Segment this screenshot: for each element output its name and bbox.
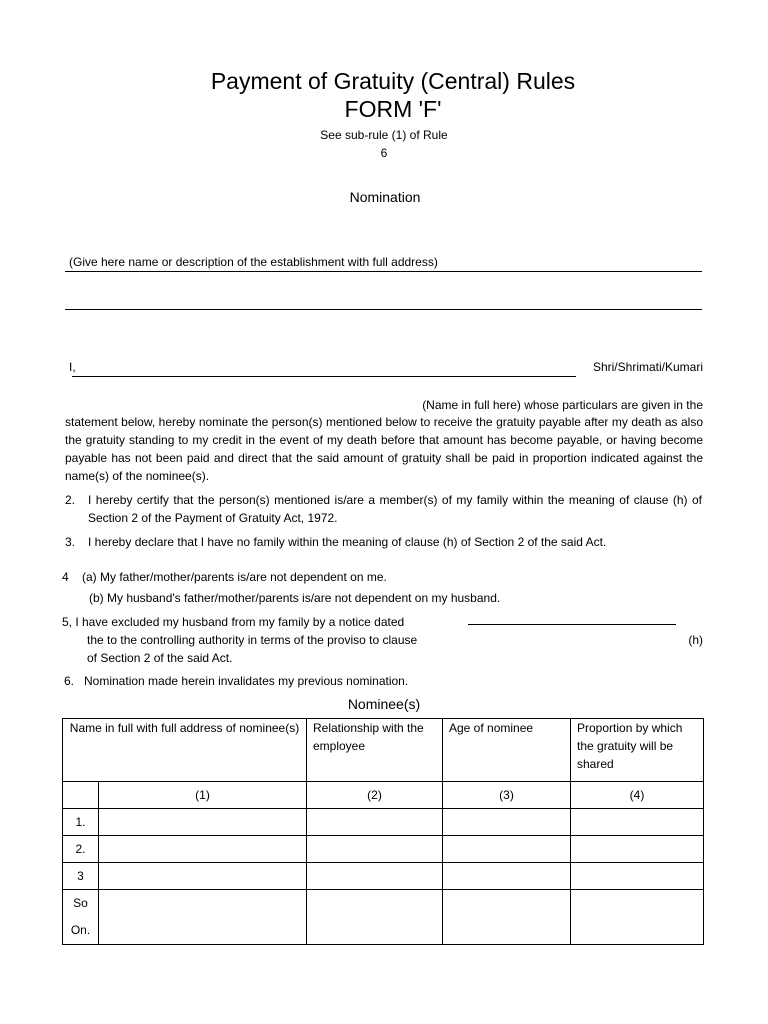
item-5-line-1: 5, I have excluded my husband from my family by a notice dated xyxy=(62,615,405,629)
col-header-relationship: Relationship with the employee xyxy=(307,719,443,782)
rule-number: 6 xyxy=(380,146,388,160)
row-number: 2. xyxy=(63,836,99,863)
so-label: So xyxy=(73,896,88,910)
nominee-name-cell[interactable] xyxy=(99,890,307,945)
item-3-text: I hereby declare that I have no family within the meaning of clause (h) of Section 2 of the said Act. xyxy=(88,535,607,549)
item-2-number: 2. xyxy=(65,493,76,507)
item-4b: (b) My husband's father/mother/parents is/are not dependent on my husband. xyxy=(89,591,501,605)
proportion-cell[interactable] xyxy=(571,809,704,836)
on-label: On. xyxy=(70,923,91,937)
item-5-line-2: the to the controlling authority in terms of the proviso to clause xyxy=(87,633,418,647)
nomination-heading: Nomination xyxy=(349,189,421,205)
establishment-line-1[interactable] xyxy=(65,271,702,272)
proportion-cell[interactable] xyxy=(571,890,704,945)
relationship-cell[interactable] xyxy=(307,890,443,945)
age-cell[interactable] xyxy=(443,863,571,890)
nominee-name-cell[interactable] xyxy=(99,836,307,863)
relationship-cell[interactable] xyxy=(307,809,443,836)
name-hint: (Name in full here) whose particulars are given in the xyxy=(422,398,703,412)
establishment-line-2[interactable] xyxy=(65,309,702,310)
item-6: 6. Nomination made herein invalidates my previous nomination. xyxy=(64,674,409,688)
col-header-age: Age of nominee xyxy=(443,719,571,782)
honorific-label: Shri/Shrimati/Kumari xyxy=(592,360,703,374)
col-number-3: (3) xyxy=(443,782,571,809)
table-row xyxy=(63,836,704,863)
nominees-title: Nominee(s) xyxy=(347,696,421,712)
item-3-number: 3. xyxy=(65,535,76,549)
notice-date-line[interactable] xyxy=(468,624,676,625)
col-header-proportion: Proportion by which the gratuity will be shared xyxy=(571,719,704,782)
item-2-text: I hereby certify that the person(s) mentioned is/are a member(s) of my family within the meaning of clause (h) of Section 2 of the Payment of Gratuity Act, 1972. xyxy=(88,493,702,525)
table-header-row xyxy=(63,719,704,782)
table-cell xyxy=(63,782,99,809)
col-number-1: (1) xyxy=(99,782,307,809)
age-cell[interactable] xyxy=(443,836,571,863)
form-title: Payment of Gratuity (Central) Rules xyxy=(210,68,576,94)
table-row xyxy=(63,890,704,945)
row-number: 3 xyxy=(63,863,99,890)
i-label: I, xyxy=(69,360,76,374)
col-number-4: (4) xyxy=(571,782,704,809)
item-5-clause-h: (h) xyxy=(688,633,703,647)
establishment-label: (Give here name or description of the establishment with full address) xyxy=(69,255,438,269)
row-number: 1. xyxy=(63,809,99,836)
sub-rule-ref: See sub-rule (1) of Rule xyxy=(320,128,448,142)
row-number-so-on xyxy=(63,890,99,945)
nominee-name-cell[interactable] xyxy=(99,863,307,890)
declaration-paragraph: statement below, hereby nominate the person(s) mentioned below to receive the gratuity payable after my death as also the gratuity standing to my credit in the event of my death before that amount has become payable, or having become payable has not been paid and direct that the said amount of gratuity shall be paid in proportion indicated against the name(s) of the nominee(s). xyxy=(65,415,703,483)
col-number-2: (2) xyxy=(307,782,443,809)
name-line[interactable] xyxy=(72,376,576,377)
age-cell[interactable] xyxy=(443,809,571,836)
nominee-name-cell[interactable] xyxy=(99,809,307,836)
form-number: FORM 'F' xyxy=(344,96,442,122)
item-4a: 4 (a) My father/mother/parents is/are not dependent on me. xyxy=(62,570,387,584)
column-number-row xyxy=(63,782,704,809)
proportion-cell[interactable] xyxy=(571,836,704,863)
proportion-cell[interactable] xyxy=(571,863,704,890)
table-row xyxy=(63,863,704,890)
col-header-name: Name in full with full address of nominee(s) xyxy=(63,719,307,782)
age-cell[interactable] xyxy=(443,890,571,945)
relationship-cell[interactable] xyxy=(307,863,443,890)
item-5-line-3: of Section 2 of the said Act. xyxy=(87,651,233,665)
relationship-cell[interactable] xyxy=(307,836,443,863)
nominees-table xyxy=(62,718,704,945)
table-row xyxy=(63,809,704,836)
